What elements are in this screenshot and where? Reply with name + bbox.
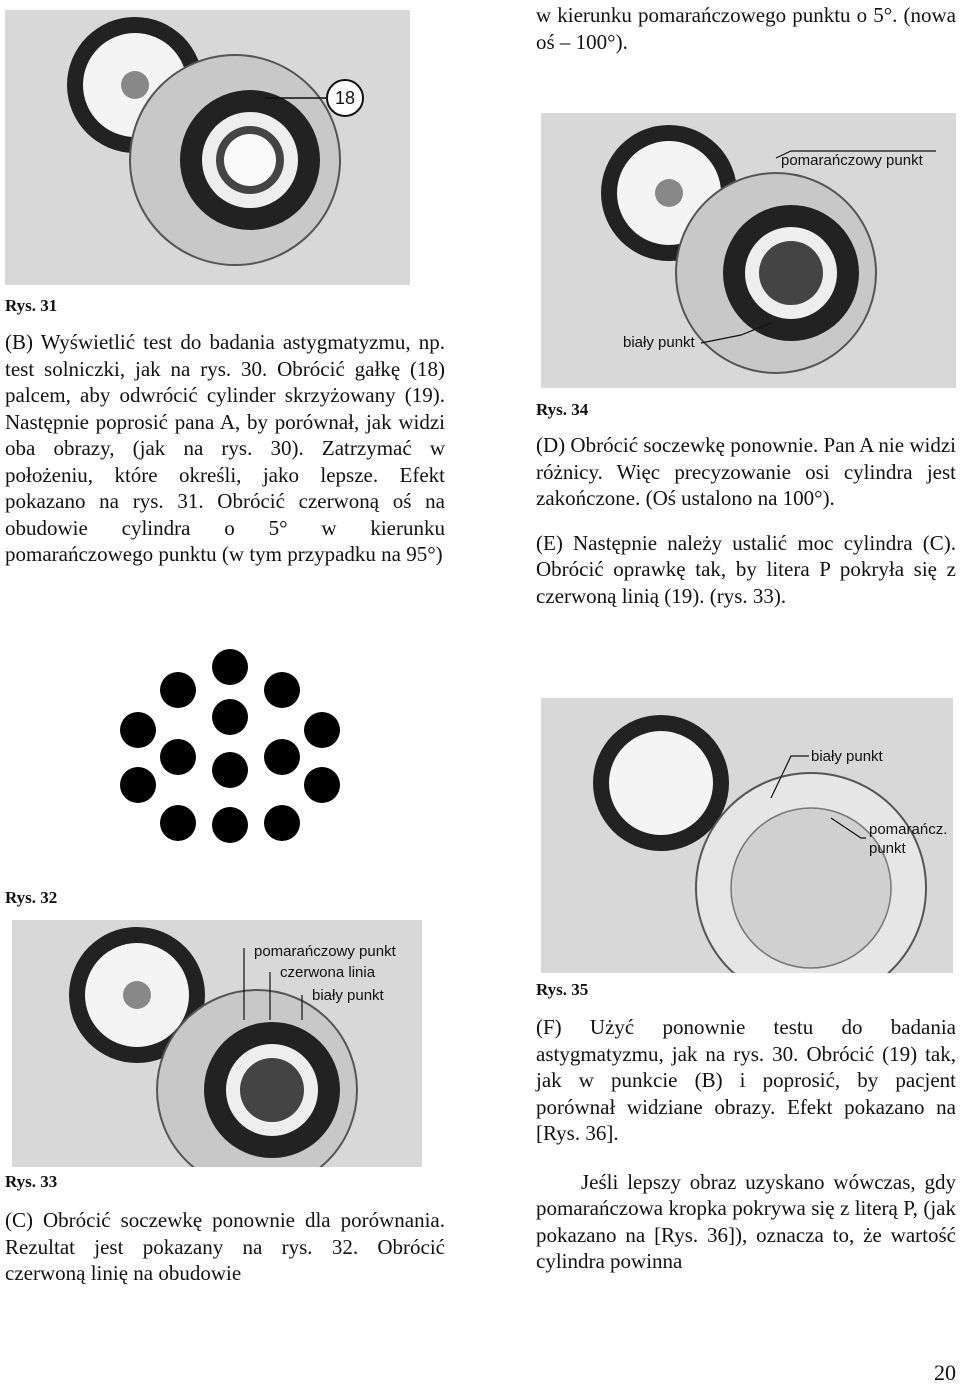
paragraph-g: Jeśli lepszy obraz uzyskano wówczas, gdy pomarańczowa kropka pokrywa się z literą P, (jak pokazano na [Rys. 36]), oznacza to, że wartość cylindra powinna bbox=[536, 1169, 956, 1273]
label-orange-dot: pomarańczowy punkt bbox=[254, 943, 396, 960]
label-white-dot: biały punkt bbox=[811, 748, 883, 765]
label-white-dot: biały punkt bbox=[312, 987, 384, 1004]
left-text-block bbox=[5, 329, 445, 568]
figure-31-caption: Rys. 31 bbox=[5, 296, 58, 315]
paragraph-c: (C) Obrócić soczewkę ponownie dla porównania. Rezultat jest pokazany na rys. 32. Obrócić czerwoną linię na obudowie bbox=[5, 1208, 445, 1285]
paragraph-d: (D) Obrócić soczewkę ponownie. Pan A nie widzi różnicy. Więc precyzowanie osi cylindra jest zakończone. (Oś ustalono na 100°). bbox=[536, 433, 956, 510]
right-bottom-text bbox=[536, 1014, 956, 1275]
figure-35-caption: Rys. 35 bbox=[536, 980, 589, 999]
label-red-line: czerwona linia bbox=[280, 964, 376, 981]
figure-32-caption: Rys. 32 bbox=[5, 888, 58, 907]
label-orange-dot-line1: pomarańcz. bbox=[869, 821, 948, 838]
figure-32-dot-pattern bbox=[110, 645, 355, 885]
figure-34-photo bbox=[541, 113, 956, 388]
paragraph-continuation: w kierunku pomarańczowego punktu o 5°. (nowa oś – 100°). bbox=[536, 3, 956, 54]
label-orange-dot-line2: punkt bbox=[869, 840, 906, 857]
left-bottom-text bbox=[5, 1207, 445, 1287]
label-white-dot: biały punkt bbox=[623, 334, 695, 351]
right-text-block bbox=[536, 432, 956, 609]
page-number: 20 bbox=[934, 1360, 956, 1385]
figure-33-caption: Rys. 33 bbox=[5, 1172, 58, 1191]
figure-33-photo bbox=[12, 920, 422, 1167]
label-orange-dot: pomarańczowy punkt bbox=[781, 152, 923, 169]
paragraph-b: (B) Wyświetlić test do badania astygmatyzmu, np. test solniczki, jak na rys. 30. Obrócić gałkę (18) palcem, aby odwrócić cylinder skrzyżowany (19). Następnie poprosić pana A, by porównał, jak widzi oba obrazy, (jak na rys. 30). Zatrzymać w położeniu, które określi, jako lepsze. Efekt pokazano na rys. 31. Obrócić czerwoną oś na obudowie cylindra o 5° w kierunku pomarańczowego punktu (w tym przypadku na 95°) bbox=[5, 330, 445, 566]
callout-18: 18 bbox=[334, 88, 356, 108]
figure-31-photo bbox=[5, 10, 410, 285]
figure-35-photo bbox=[541, 698, 953, 973]
right-top-text bbox=[536, 2, 956, 55]
paragraph-f: (F) Użyć ponownie testu do badania astygmatyzmu, jak na rys. 30. Obrócić (19) tak, jak w punkcie (B) i poprosić, by pacjent porównał widziane obrazy. Efekt pokazano na [Rys. 36]. bbox=[536, 1015, 956, 1145]
paragraph-e: (E) Następnie należy ustalić moc cylindra (C). Obrócić oprawkę tak, by litera P pokryła się z czerwoną linią (19). (rys. 33). bbox=[536, 530, 956, 608]
figure-34-caption: Rys. 34 bbox=[536, 400, 589, 419]
